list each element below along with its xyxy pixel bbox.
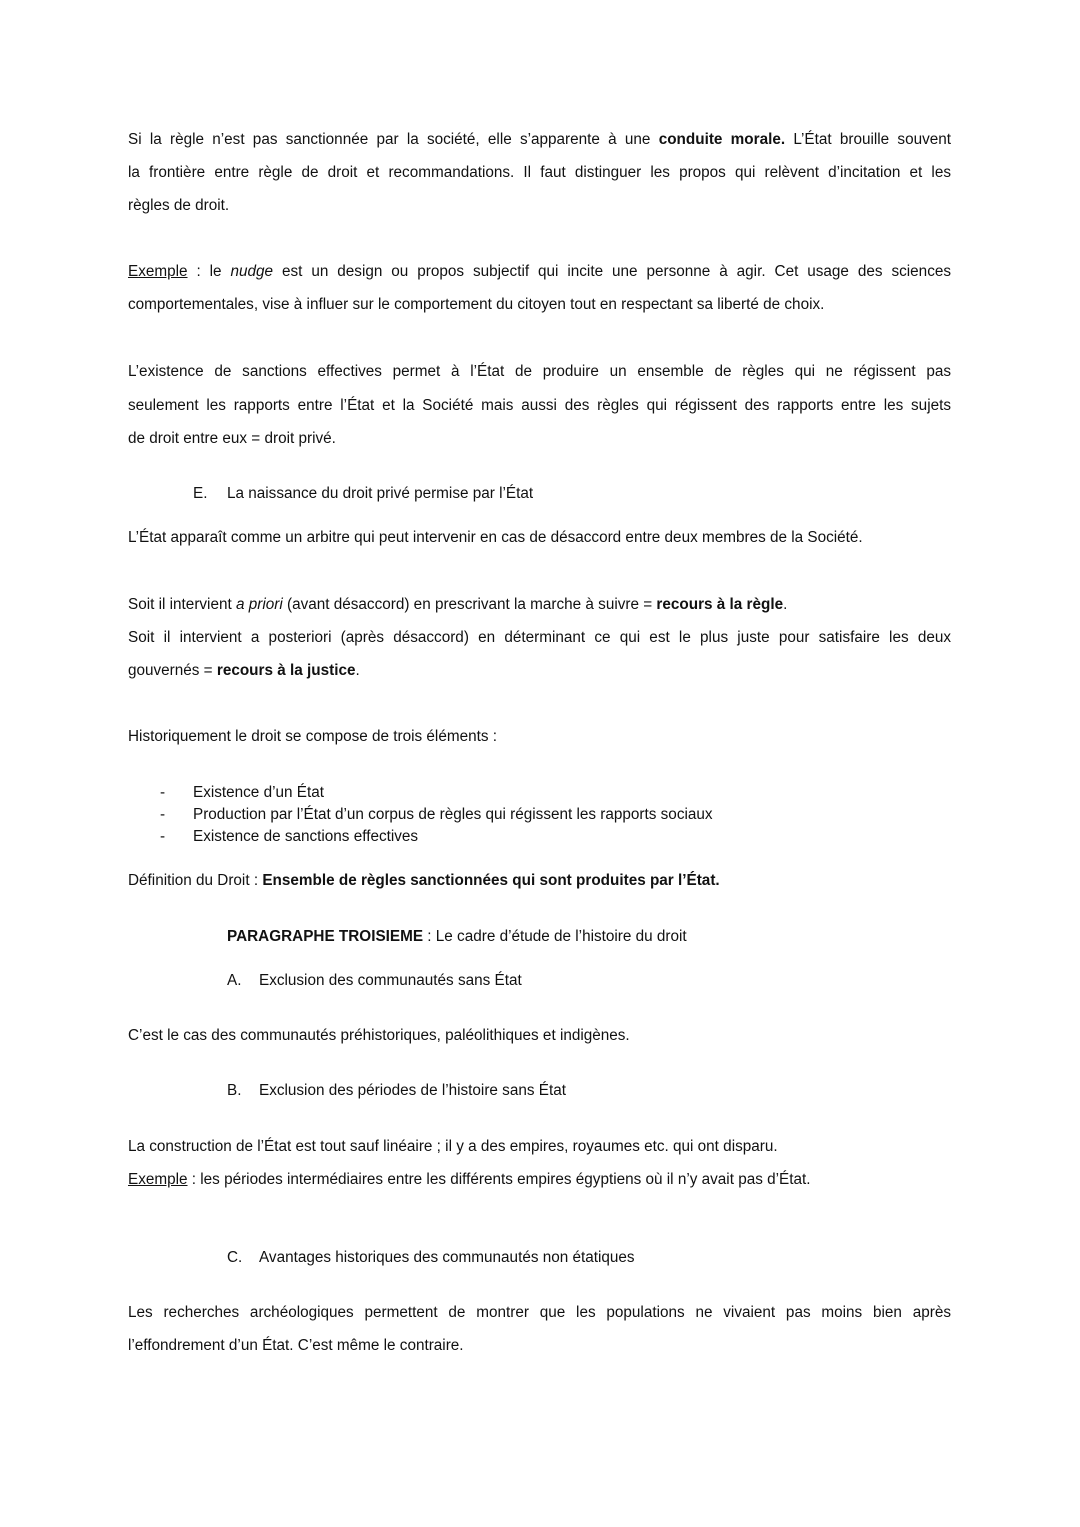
paragraph-heading bbox=[227, 927, 687, 947]
heading-label: E. bbox=[193, 485, 208, 502]
dash-bullet: - bbox=[160, 828, 166, 845]
heading-a bbox=[227, 971, 522, 991]
paragraph-line: seulement les rapports entre l’État et la Société mais aussi des règles qui régissent des rapports entre les sujets bbox=[128, 397, 951, 414]
text: L’État brouille souvent bbox=[785, 131, 952, 148]
paragraph-line bbox=[128, 1170, 951, 1190]
dash-bullet: - bbox=[160, 784, 166, 801]
bold-text: recours à la règle bbox=[656, 596, 784, 613]
paragraph-subtitle: : Le cadre d’étude de l’histoire du droit bbox=[423, 928, 687, 945]
heading-label: C. bbox=[227, 1249, 243, 1266]
list-item bbox=[160, 827, 418, 847]
text: . bbox=[783, 596, 788, 613]
paragraph-line: Historiquement le droit se compose de trois éléments : bbox=[128, 728, 497, 745]
paragraph-line: La construction de l’État est tout sauf linéaire ; il y a des empires, royaumes etc. qui ont disparu. bbox=[128, 1138, 778, 1155]
paragraph-line: de droit entre eux = droit privé. bbox=[128, 430, 336, 447]
heading-b bbox=[227, 1081, 566, 1101]
paragraph-line: l’effondrement d’un État. C’est même le contraire. bbox=[128, 1337, 464, 1354]
paragraph-line: règles de droit. bbox=[128, 197, 230, 214]
text: : les périodes intermédiaires entre les différents empires égyptiens où il n’y avait pas d’État. bbox=[187, 1171, 811, 1188]
text: . bbox=[355, 662, 360, 679]
list-item bbox=[160, 805, 713, 825]
example-label: Exemple bbox=[128, 263, 188, 280]
bold-text: recours à la justice bbox=[216, 662, 356, 679]
text: (avant désaccord) en prescrivant la marche à suivre = bbox=[282, 596, 657, 613]
paragraph-line: L’État apparaît comme un arbitre qui peut intervenir en cas de désaccord entre deux membres de la Société. bbox=[128, 529, 863, 546]
paragraph-line bbox=[128, 130, 951, 150]
list-text: Production par l’État d’un corpus de règles qui régissent les rapports sociaux bbox=[193, 806, 713, 823]
definition-label: Définition du Droit : bbox=[128, 872, 263, 889]
paragraph-line: L’existence de sanctions effectives permet à l’État de produire un ensemble de règles qui ne régissent pas bbox=[128, 363, 951, 380]
example-label: Exemple bbox=[128, 1171, 188, 1188]
text: gouvernés = bbox=[128, 662, 217, 679]
text: Si la règle n’est pas sanctionnée par la société, elle s’apparente à une bbox=[128, 131, 659, 148]
italic-text: a priori bbox=[235, 596, 283, 613]
dash-bullet: - bbox=[160, 806, 166, 823]
heading-e bbox=[193, 484, 533, 504]
heading-text: Exclusion des communautés sans État bbox=[259, 972, 522, 989]
paragraph-line: Les recherches archéologiques permettent de montrer que les populations ne vivaient pas moins bien après bbox=[128, 1304, 951, 1321]
paragraph-line bbox=[128, 262, 951, 282]
heading-label: B. bbox=[227, 1082, 242, 1099]
text: Soit il intervient bbox=[128, 596, 236, 613]
list-text: Existence de sanctions effectives bbox=[193, 828, 419, 845]
definition bbox=[128, 871, 951, 891]
heading-text: Exclusion des périodes de l’histoire sans État bbox=[259, 1082, 566, 1099]
italic-text: nudge bbox=[230, 263, 274, 280]
paragraph-line: la frontière entre règle de droit et recommandations. Il faut distinguer les propos qui relèvent d’incitation et les bbox=[128, 164, 951, 181]
paragraph-line: C’est le cas des communautés préhistoriques, paléolithiques et indigènes. bbox=[128, 1027, 630, 1044]
text: est un design ou propos subjectif qui incite une personne à agir. Cet usage des sciences bbox=[273, 263, 951, 280]
list-text: Existence d’un État bbox=[193, 784, 324, 801]
bold-text: conduite morale. bbox=[658, 131, 786, 148]
definition-text: Ensemble de règles sanctionnées qui sont produites par l’État. bbox=[262, 872, 720, 889]
heading-label: A. bbox=[227, 972, 242, 989]
text: : le bbox=[187, 263, 231, 280]
heading-c bbox=[227, 1248, 635, 1268]
heading-text: La naissance du droit privé permise par l’État bbox=[227, 485, 534, 502]
paragraph-line: Soit il intervient a posteriori (après désaccord) en déterminant ce qui est le plus juste pour satisfaire les deux bbox=[128, 629, 951, 646]
paragraph-line: comportementales, vise à influer sur le comportement du citoyen tout en respectant sa liberté de choix. bbox=[128, 296, 825, 313]
paragraph-line bbox=[128, 595, 951, 615]
paragraph-line bbox=[128, 661, 951, 681]
paragraph-title: PARAGRAPHE TROISIEME bbox=[227, 928, 424, 945]
list-item bbox=[160, 783, 324, 803]
heading-text: Avantages historiques des communautés non étatiques bbox=[259, 1249, 635, 1266]
